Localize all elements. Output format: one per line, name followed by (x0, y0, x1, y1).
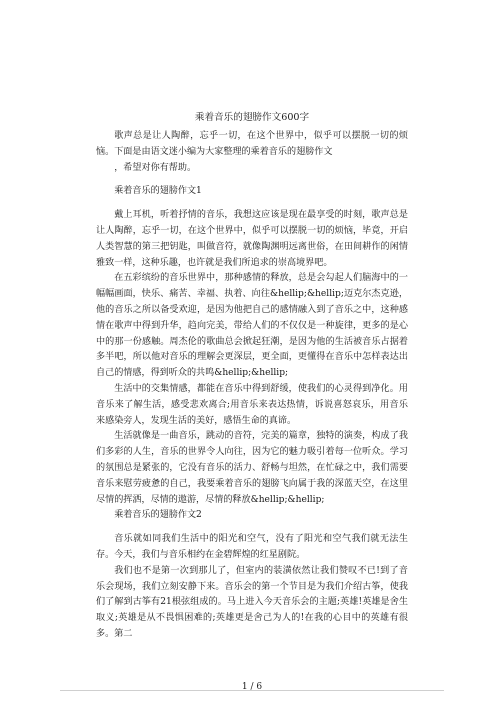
document-body (96, 110, 408, 643)
essay-1-paragraph: 在五彩缤纷的音乐世界中，那种感情的释放，总是会勾起人们脑海中的一幅幅画面，快乐、痛苦、幸福、执着、向往&hellip;&hellip;迈克尔杰克逊，他的音乐之所以备受欢迎，是因为他把自己的感情融入到了音乐之中，这种感情在歌声中得到升华，趋向完美，带给人们的不仅仅是一种旋律，更多的是心中的那一份感触。周杰伦的歌曲总会掀起狂潮，是因为他的生活被音乐占据着多半吧，所以他对音乐的理解会更深层，更全面，更懂得在音乐中怎样表达出自己的情感，得到听众的共鸣&hellip;&hellip; (96, 273, 408, 379)
intro-paragraph-continued: ，希望对你有帮助。 (114, 162, 197, 173)
essay-1-paragraph: 生活中的交集情感，都能在音乐中得到舒缓，使我们的心灵得到净化。用音乐来了解生活，感受悲欢离合;用音乐来表达热情，诉说喜怒哀乐，用音乐来感染旁人，发现生活的美好，感悟生命的真谛。 (96, 383, 408, 426)
essay-1-paragraph: 生活就像是一曲音乐，跳动的音符，完美的篇章，独特的演奏，构成了我们多彩的人生，音乐的世界令人向往，因为它的魅力吸引着每一位听众。学习的氛围总是紧张的，它没有音乐的活力、舒畅与坦然，在忙碌之中，我们需要音乐来慰劳疲惫的自己，我要乘着音乐的翅膀飞向属于我的深蓝天空，在这里尽情的挥洒，尽情的遨游，尽情的释放&hellip;&hellip; (96, 431, 408, 505)
essay-2-heading: 乘着音乐的翅膀作文2 (114, 510, 202, 521)
essay-2-paragraph: 我们也不是第一次到那儿了，但室内的装潢依然让我们赞叹不已!到了音乐会现场，我们立刻安静下来。音乐会的第一个节目是为我们介绍古筝，使我们了解到古筝有21根弦组成的。马上进入今天音乐会的主题;英雄!英雄是舍生取义;英雄是从不畏惧困难的;英雄更是舍己为人的!在我的心目中的英雄有很多。第二 (96, 565, 408, 639)
intro-paragraph: 歌声总是让人陶醉，忘乎一切，在这个世界中，似乎可以摆脱一切的烦恼。下面是由语文迷小编为大家整理的乘着音乐的翅膀作文 (96, 131, 408, 157)
essay-2-paragraph: 音乐就如同我们生活中的阳光和空气，没有了阳光和空气我们就无法生存。今天，我们与音乐相约在金碧辉煌的红星剧院。 (96, 534, 408, 560)
essay-1-heading: 乘着音乐的翅膀作文1 (114, 186, 202, 197)
essay-1-paragraph: 戴上耳机，听着抒情的音乐，我想这应该是现在最享受的时刻，歌声总是让人陶醉，忘乎一切，在这个世界中，似乎可以摆脱一切的烦恼，毕竟，开启人类智慧的第三把钥匙，叫做音符，就像陶渊明远离世俗，在田间耕作的闲情雅致一样，这种乐趣，也许就是我们所追求的崇高境界吧。 (96, 210, 408, 268)
page-number: 1 / 6 (241, 682, 263, 692)
document-title: 乘着音乐的翅膀作文600字 (194, 112, 310, 123)
